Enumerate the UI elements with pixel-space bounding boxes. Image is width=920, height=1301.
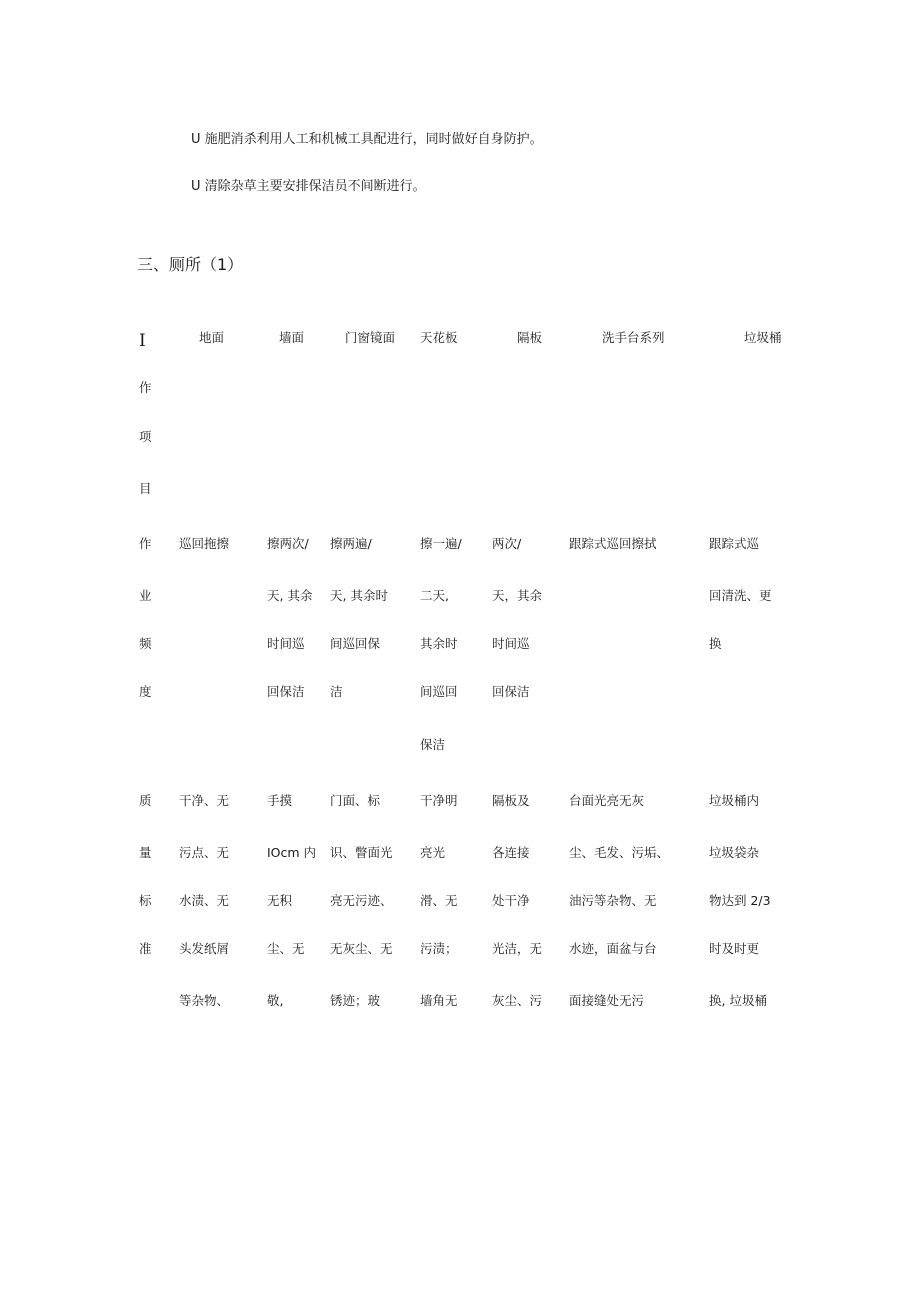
quality-cell-floor: 干净、无 xyxy=(179,793,230,808)
frequency-cell-partition: 回保洁 xyxy=(492,684,530,699)
frequency-cell-ceiling: 保洁 xyxy=(420,737,446,752)
quality-cell-partition: 隔板及 xyxy=(492,793,530,808)
quality-cell-floor: 污点、无 xyxy=(179,845,230,860)
frequency-cell-washbasin: 跟踪式巡回擦拭 xyxy=(569,536,657,551)
column-header-wall: 墙面 xyxy=(279,330,305,345)
row-label-work-item: 目 xyxy=(139,481,152,496)
quality-cell-floor: 等杂物、 xyxy=(179,993,230,1008)
frequency-cell-door-window-mirror: 擦两遍/ xyxy=(330,536,372,551)
quality-cell-wall: 手摸 xyxy=(267,793,293,808)
row-label-work-item-first: I xyxy=(139,331,146,351)
frequency-cell-partition: 时间巡 xyxy=(492,636,530,651)
quality-cell-floor: 水渍、无 xyxy=(179,893,230,908)
quality-cell-partition: 灰尘、污 xyxy=(492,993,543,1008)
row-label-quality: 量 xyxy=(139,845,152,860)
quality-cell-door-window-mirror: 识、瞥面光 xyxy=(330,845,393,860)
quality-cell-trash-bin: 时及时更 xyxy=(709,941,760,956)
frequency-cell-ceiling: 间巡回 xyxy=(420,684,458,699)
frequency-cell-trash-bin: 跟踪式巡 xyxy=(709,536,760,551)
frequency-cell-door-window-mirror: 洁 xyxy=(330,684,343,699)
quality-cell-door-window-mirror: 亮无污迹、 xyxy=(330,893,393,908)
frequency-cell-trash-bin: 回清洗、更 xyxy=(709,588,772,603)
row-label-frequency: 频 xyxy=(139,636,152,651)
quality-cell-ceiling: 干净明 xyxy=(420,793,458,808)
frequency-cell-door-window-mirror: 天, 其余时 xyxy=(330,588,388,603)
frequency-cell-wall: 时间巡 xyxy=(267,636,305,651)
row-label-quality: 标 xyxy=(139,893,152,908)
quality-cell-washbasin: 尘、毛发、污垢、 xyxy=(569,845,670,860)
frequency-cell-wall: 擦两次/ xyxy=(267,536,309,551)
quality-cell-door-window-mirror: 门面、标 xyxy=(330,793,381,808)
quality-cell-washbasin: 油污等杂物、无 xyxy=(569,893,657,908)
column-header-washbasin: 洗手台系列 xyxy=(602,330,665,345)
frequency-cell-ceiling: 二天, xyxy=(420,588,449,603)
quality-cell-washbasin: 面接缝处无污 xyxy=(569,993,645,1008)
column-header-partition: 隔板 xyxy=(517,330,543,345)
quality-cell-ceiling: 墙角无 xyxy=(420,993,458,1008)
quality-cell-trash-bin: 垃圾袋杂 xyxy=(709,845,760,860)
row-label-work-item: 作 xyxy=(139,380,152,395)
quality-cell-ceiling: 滑、无 xyxy=(420,893,458,908)
column-header-door-window-mirror: 门窗镜面 xyxy=(345,330,396,345)
frequency-cell-partition: 两次/ xyxy=(492,536,522,551)
row-label-frequency: 作 xyxy=(139,536,152,551)
frequency-cell-floor: 巡回拖擦 xyxy=(179,536,230,551)
quality-cell-ceiling: 污渍； xyxy=(420,941,458,956)
row-label-quality: 质 xyxy=(139,793,152,808)
quality-cell-wall: 无积 xyxy=(267,893,293,908)
quality-cell-ceiling: 亮光 xyxy=(420,845,446,860)
frequency-cell-door-window-mirror: 间巡回保 xyxy=(330,636,381,651)
quality-cell-partition: 处干净 xyxy=(492,893,530,908)
quality-cell-trash-bin: 垃圾桶内 xyxy=(709,793,760,808)
frequency-cell-partition: 天，其余 xyxy=(492,588,543,603)
row-label-quality: 准 xyxy=(139,941,152,956)
column-header-trash-bin: 垃圾桶 xyxy=(744,330,782,345)
quality-cell-wall: IOcm 内 xyxy=(267,845,317,860)
paragraph-weeding: U 清除杂草主要安排保洁员不间断进行。 xyxy=(191,179,426,194)
quality-cell-trash-bin: 物达到 2/3 xyxy=(709,893,771,908)
quality-cell-washbasin: 水迹，面盆与台 xyxy=(569,941,657,956)
quality-cell-partition: 光洁，无 xyxy=(492,941,543,956)
frequency-cell-ceiling: 擦一遍/ xyxy=(420,536,462,551)
quality-cell-trash-bin: 换, 垃圾桶 xyxy=(709,993,767,1008)
quality-cell-wall: 尘、无 xyxy=(267,941,305,956)
row-label-frequency: 度 xyxy=(139,684,152,699)
paragraph-fertilizing: U 施肥消杀利用人工和机械工具配进行，同时做好自身防护。 xyxy=(191,132,543,147)
quality-cell-washbasin: 台面光亮无灰 xyxy=(569,793,645,808)
column-header-floor: 地面 xyxy=(199,330,225,345)
frequency-cell-trash-bin: 换 xyxy=(709,636,722,651)
column-header-ceiling: 天花板 xyxy=(420,330,458,345)
section-heading: 三、厕所（1） xyxy=(137,255,244,274)
quality-cell-wall: 敬, xyxy=(267,993,284,1008)
quality-cell-door-window-mirror: 锈迹；玻 xyxy=(330,993,381,1008)
frequency-cell-wall: 回保洁 xyxy=(267,684,305,699)
row-label-work-item: 项 xyxy=(139,429,152,444)
quality-cell-partition: 各连接 xyxy=(492,845,530,860)
quality-cell-floor: 头发纸屑 xyxy=(179,941,230,956)
quality-cell-door-window-mirror: 无灰尘、无 xyxy=(330,941,393,956)
frequency-cell-wall: 天, 其余 xyxy=(267,588,313,603)
frequency-cell-ceiling: 其余时 xyxy=(420,636,458,651)
row-label-frequency: 业 xyxy=(139,588,152,603)
